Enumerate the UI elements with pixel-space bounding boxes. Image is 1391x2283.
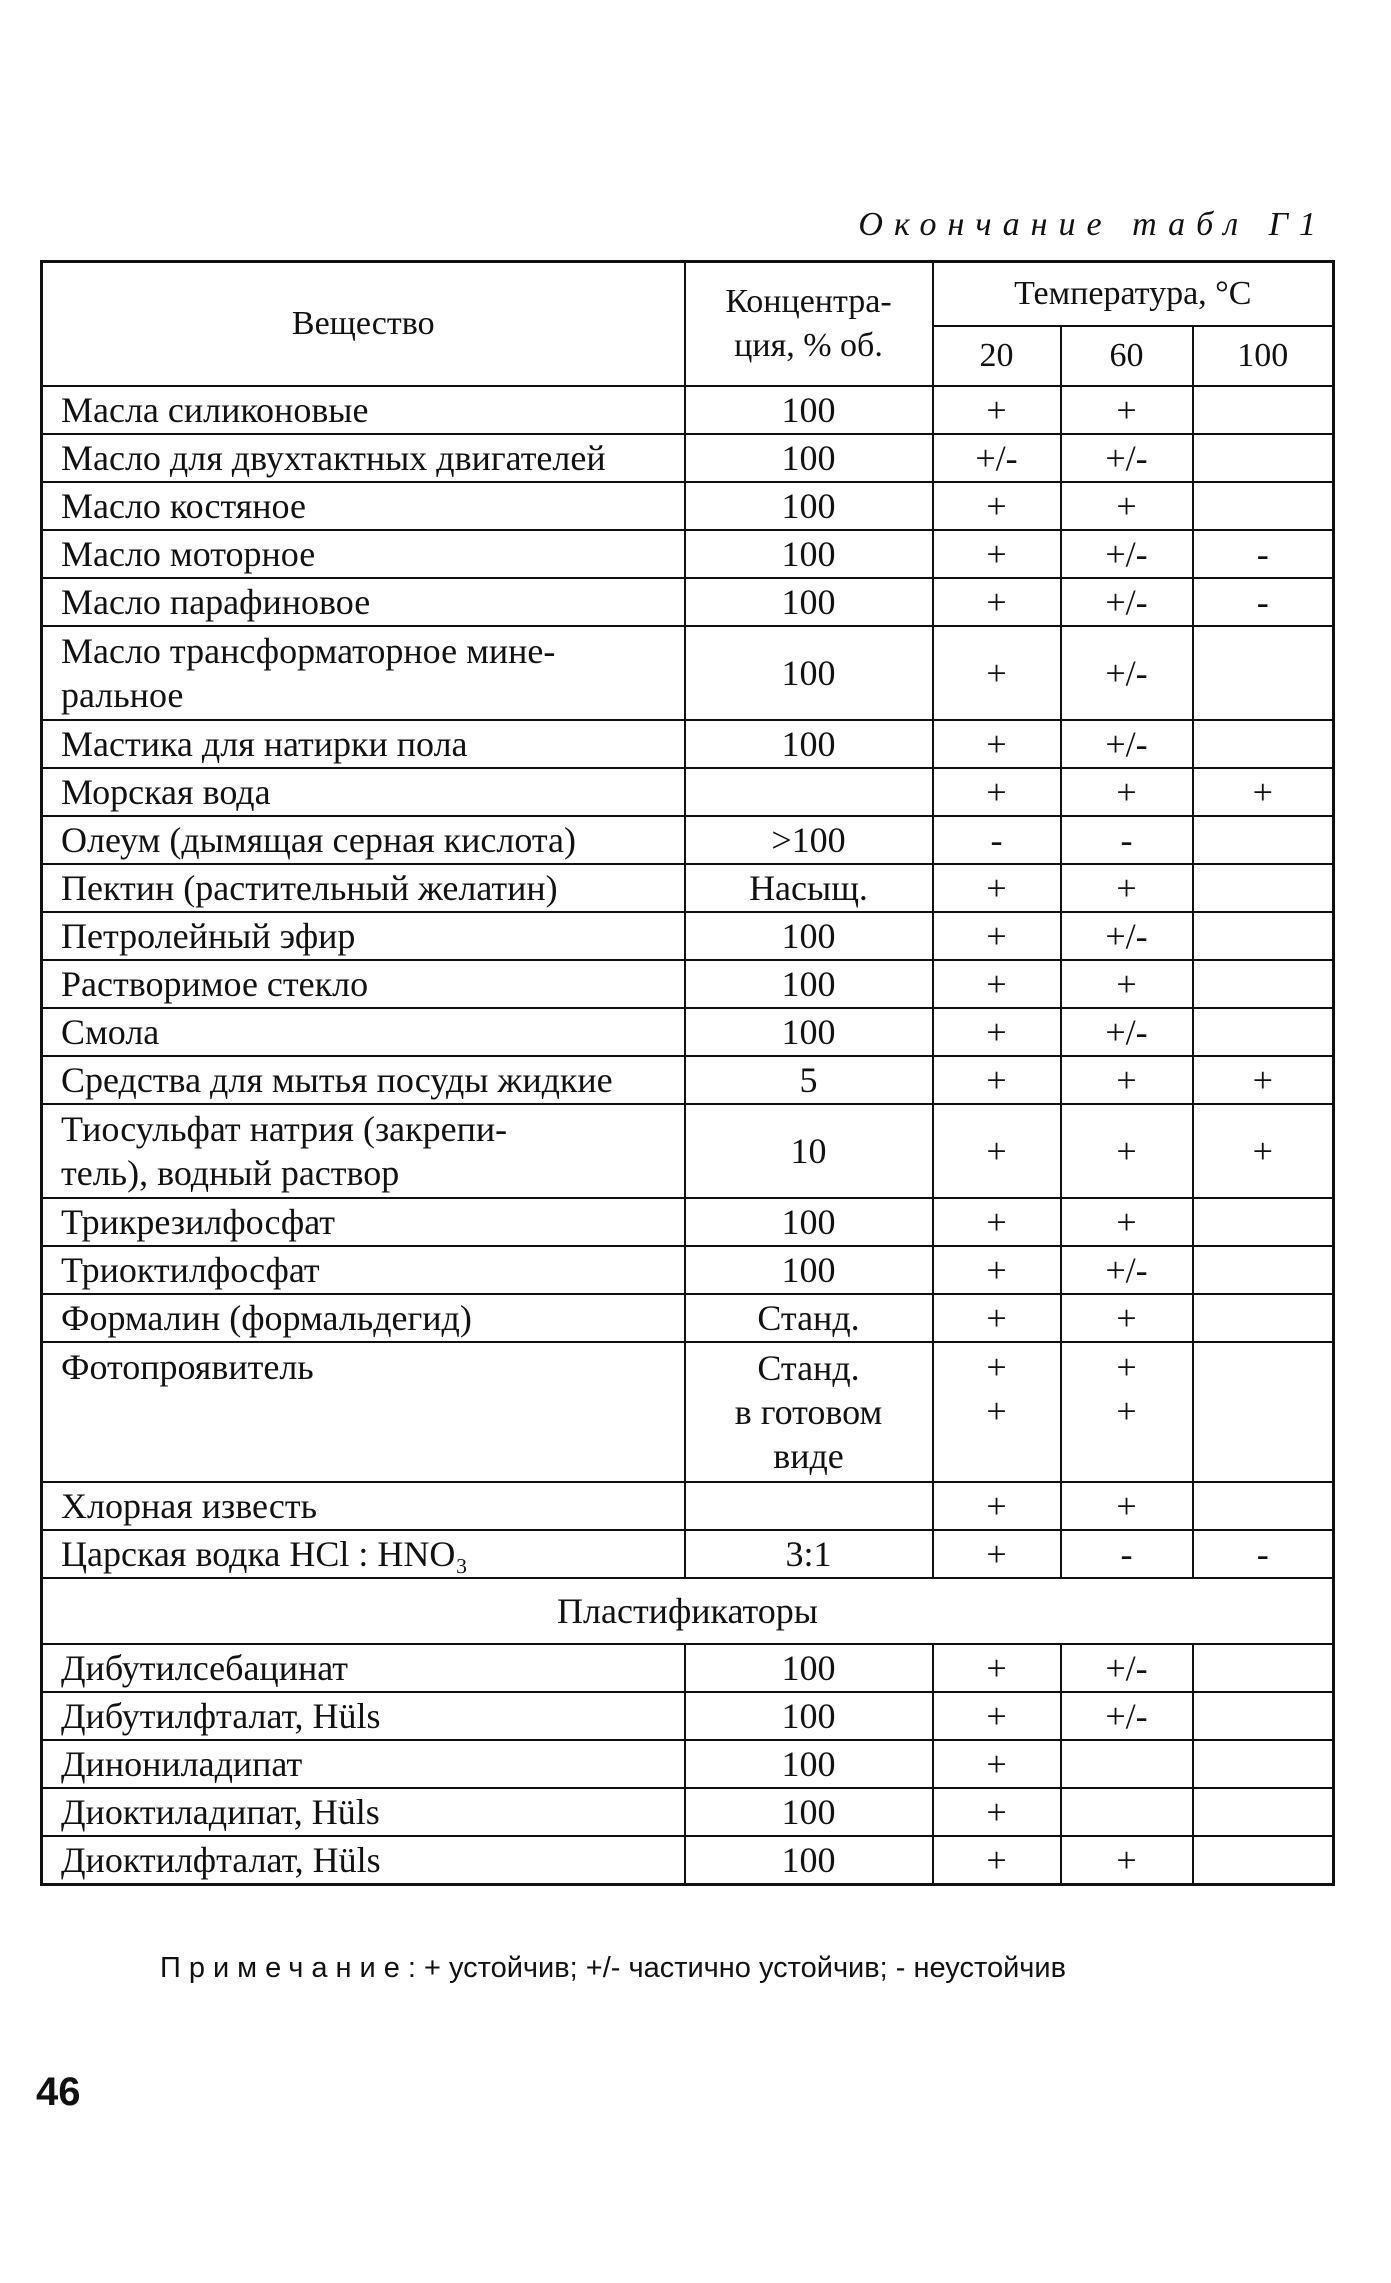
- substance-cell: Хлорная известь: [42, 1482, 685, 1530]
- temp-60-cell: [1061, 1740, 1193, 1788]
- temp-20-cell: +: [933, 1644, 1061, 1692]
- temp-60-cell: +/-: [1061, 578, 1193, 626]
- header-t100: 100: [1193, 326, 1334, 386]
- concentration-cell: 100: [685, 1836, 933, 1885]
- temp-100-cell: [1193, 626, 1334, 720]
- temp-60-cell: -: [1061, 1530, 1193, 1578]
- table-row: [42, 1294, 1334, 1342]
- concentration-cell: [685, 1482, 933, 1530]
- temp-100-cell: -: [1193, 530, 1334, 578]
- table-note: [160, 1952, 1066, 1985]
- concentration-cell: 10: [685, 1104, 933, 1198]
- substance-cell: Царская водка HCl : HNO₃: [42, 1530, 685, 1578]
- concentration-cell: Насыщ.: [685, 864, 933, 912]
- concentration-cell: 100: [685, 1644, 933, 1692]
- concentration-cell: Станд. в готовом виде: [685, 1342, 933, 1482]
- temp-60-cell: +: [1061, 1836, 1193, 1885]
- temp-20-cell: +: [933, 1740, 1061, 1788]
- substance-cell: Средства для мытья посуды жидкие: [42, 1056, 685, 1104]
- note-text: : + устойчив; +/- частично устойчив; - неустойчив: [407, 1952, 1066, 1984]
- temp-100-cell: [1193, 816, 1334, 864]
- table-row: [42, 578, 1334, 626]
- temp-100-cell: [1193, 1740, 1334, 1788]
- concentration-cell: 5: [685, 1056, 933, 1104]
- substance-cell: Масло моторное: [42, 530, 685, 578]
- concentration-cell: 100: [685, 1692, 933, 1740]
- header-t20: 20: [933, 326, 1061, 386]
- table-row: [42, 434, 1334, 482]
- substance-cell: Диоктилфталат, Hüls: [42, 1836, 685, 1885]
- temp-100-cell: +: [1193, 1104, 1334, 1198]
- temp-100-cell: +: [1193, 1056, 1334, 1104]
- substance-cell: Фотопроявитель: [42, 1342, 685, 1482]
- concentration-cell: 100: [685, 482, 933, 530]
- temp-100-cell: [1193, 912, 1334, 960]
- temp-100-cell: -: [1193, 578, 1334, 626]
- table-row: [42, 1104, 1334, 1198]
- header-t60: 60: [1061, 326, 1193, 386]
- table-row: [42, 1692, 1334, 1740]
- temp-60-cell: +: [1061, 386, 1193, 434]
- table-row: [42, 960, 1334, 1008]
- temp-100-cell: [1193, 1788, 1334, 1836]
- section-body: [42, 1578, 1334, 1644]
- temp-60-cell: +: [1061, 864, 1193, 912]
- temp-100-cell: [1193, 1246, 1334, 1294]
- substance-cell: Масло парафиновое: [42, 578, 685, 626]
- section-title: Пластификаторы: [42, 1578, 1334, 1644]
- temp-20-cell: +: [933, 386, 1061, 434]
- temp-60-cell: +: [1061, 1198, 1193, 1246]
- temp-100-cell: [1193, 720, 1334, 768]
- temp-100-cell: [1193, 1644, 1334, 1692]
- temp-60-cell: +: [1061, 1056, 1193, 1104]
- concentration-cell: 3:1: [685, 1530, 933, 1578]
- table-row: [42, 1788, 1334, 1836]
- concentration-cell: 100: [685, 1198, 933, 1246]
- temp-60-cell: +/-: [1061, 1692, 1193, 1740]
- substance-cell: Олеум (дымящая серная кислота): [42, 816, 685, 864]
- temp-100-cell: [1193, 1836, 1334, 1885]
- plasticizer-body: [42, 1644, 1334, 1885]
- substance-cell: Трикрезилфосфат: [42, 1198, 685, 1246]
- concentration-cell: Станд.: [685, 1294, 933, 1342]
- temp-20-cell: +: [933, 1198, 1061, 1246]
- temp-100-cell: [1193, 1294, 1334, 1342]
- table-row: [42, 816, 1334, 864]
- temp-20-cell: +: [933, 1530, 1061, 1578]
- table-row: [42, 768, 1334, 816]
- temp-100-cell: [1193, 482, 1334, 530]
- concentration-cell: 100: [685, 1246, 933, 1294]
- temp-20-cell: +: [933, 1788, 1061, 1836]
- temp-20-cell: +: [933, 768, 1061, 816]
- header-row: [42, 262, 1334, 327]
- temp-60-cell: +/-: [1061, 720, 1193, 768]
- table-row: [42, 1644, 1334, 1692]
- temp-100-cell: [1193, 1692, 1334, 1740]
- temp-100-cell: +: [1193, 768, 1334, 816]
- temp-100-cell: [1193, 386, 1334, 434]
- substance-cell: Морская вода: [42, 768, 685, 816]
- temp-100-cell: [1193, 960, 1334, 1008]
- concentration-cell: 100: [685, 1008, 933, 1056]
- section-row: [42, 1578, 1334, 1644]
- temp-20-cell: +: [933, 912, 1061, 960]
- temp-20-cell: +: [933, 1692, 1061, 1740]
- substance-cell: Масла силиконовые: [42, 386, 685, 434]
- concentration-cell: 100: [685, 720, 933, 768]
- temp-20-cell: +: [933, 1482, 1061, 1530]
- substance-cell: Смола: [42, 1008, 685, 1056]
- table-row: [42, 626, 1334, 720]
- table-row: [42, 482, 1334, 530]
- temp-20-cell: +: [933, 720, 1061, 768]
- substance-cell: Растворимое стекло: [42, 960, 685, 1008]
- header-temperature: Температура, °С: [933, 262, 1334, 327]
- concentration-cell: 100: [685, 912, 933, 960]
- concentration-cell: 100: [685, 434, 933, 482]
- table-row: [42, 1482, 1334, 1530]
- table-row: [42, 1530, 1334, 1578]
- temp-100-cell: [1193, 1482, 1334, 1530]
- temp-20-cell: +: [933, 1246, 1061, 1294]
- substance-cell: Масло для двухтактных двигателей: [42, 434, 685, 482]
- resistance-table: [40, 260, 1335, 1886]
- substance-cell: Формалин (формальдегид): [42, 1294, 685, 1342]
- substance-cell: Диоктиладипат, Hüls: [42, 1788, 685, 1836]
- concentration-cell: 100: [685, 1740, 933, 1788]
- table-row: [42, 1246, 1334, 1294]
- substance-cell: Дибутилсебацинат: [42, 1644, 685, 1692]
- temp-20-cell: +: [933, 1104, 1061, 1198]
- table-row: [42, 530, 1334, 578]
- temp-100-cell: [1193, 864, 1334, 912]
- concentration-cell: 100: [685, 626, 933, 720]
- header-substance: Вещество: [42, 262, 685, 387]
- substance-cell: Мастика для натирки пола: [42, 720, 685, 768]
- table-row: [42, 1740, 1334, 1788]
- table-body: [42, 386, 1334, 1578]
- concentration-cell: 100: [685, 578, 933, 626]
- temp-60-cell: +/-: [1061, 434, 1193, 482]
- concentration-cell: >100: [685, 816, 933, 864]
- temp-100-cell: [1193, 1342, 1334, 1482]
- temp-60-cell: + +: [1061, 1342, 1193, 1482]
- concentration-cell: 100: [685, 386, 933, 434]
- substance-cell: Масло трансформаторное мине- ральное: [42, 626, 685, 720]
- substance-cell: Тиосульфат натрия (закрепи- тель), водный раствор: [42, 1104, 685, 1198]
- temp-60-cell: +/-: [1061, 1644, 1193, 1692]
- substance-cell: Триоктилфосфат: [42, 1246, 685, 1294]
- table-row: [42, 1198, 1334, 1246]
- temp-100-cell: [1193, 1198, 1334, 1246]
- temp-20-cell: +/-: [933, 434, 1061, 482]
- note-label: Примечание: [160, 1952, 408, 1984]
- temp-60-cell: +: [1061, 1294, 1193, 1342]
- temp-20-cell: +: [933, 1294, 1061, 1342]
- temp-60-cell: +/-: [1061, 1246, 1193, 1294]
- temp-20-cell: +: [933, 960, 1061, 1008]
- table-row: [42, 720, 1334, 768]
- temp-20-cell: +: [933, 482, 1061, 530]
- temp-60-cell: +: [1061, 768, 1193, 816]
- temp-20-cell: +: [933, 578, 1061, 626]
- temp-60-cell: +: [1061, 1482, 1193, 1530]
- table-row: [42, 864, 1334, 912]
- concentration-cell: 100: [685, 1788, 933, 1836]
- temp-100-cell: [1193, 434, 1334, 482]
- temp-20-cell: -: [933, 816, 1061, 864]
- temp-60-cell: +: [1061, 960, 1193, 1008]
- temp-60-cell: -: [1061, 816, 1193, 864]
- temp-60-cell: +/-: [1061, 626, 1193, 720]
- temp-60-cell: [1061, 1788, 1193, 1836]
- temp-20-cell: +: [933, 864, 1061, 912]
- table-row: [42, 386, 1334, 434]
- temp-20-cell: +: [933, 1836, 1061, 1885]
- temp-20-cell: +: [933, 626, 1061, 720]
- temp-60-cell: +: [1061, 1104, 1193, 1198]
- temp-60-cell: +/-: [1061, 912, 1193, 960]
- temp-100-cell: -: [1193, 1530, 1334, 1578]
- table-row: [42, 1056, 1334, 1104]
- concentration-cell: [685, 768, 933, 816]
- temp-60-cell: +/-: [1061, 530, 1193, 578]
- temp-60-cell: +/-: [1061, 1008, 1193, 1056]
- table-row: [42, 1342, 1334, 1482]
- temp-20-cell: +: [933, 1056, 1061, 1104]
- concentration-cell: 100: [685, 530, 933, 578]
- page-number: 46: [36, 2070, 81, 2114]
- table-row: [42, 1836, 1334, 1885]
- temp-20-cell: +: [933, 530, 1061, 578]
- temp-60-cell: +: [1061, 482, 1193, 530]
- temp-20-cell: + +: [933, 1342, 1061, 1482]
- substance-cell: Динониладипат: [42, 1740, 685, 1788]
- substance-cell: Петролейный эфир: [42, 912, 685, 960]
- substance-cell: Пектин (растительный желатин): [42, 864, 685, 912]
- concentration-cell: 100: [685, 960, 933, 1008]
- temp-100-cell: [1193, 1008, 1334, 1056]
- temp-20-cell: +: [933, 1008, 1061, 1056]
- substance-cell: Масло костяное: [42, 482, 685, 530]
- header-concentration: Концентра- ция, % об.: [685, 262, 933, 387]
- table-row: [42, 1008, 1334, 1056]
- table-row: [42, 912, 1334, 960]
- table-caption: Окончание табл Г1: [858, 206, 1327, 243]
- substance-cell: Дибутилфталат, Hüls: [42, 1692, 685, 1740]
